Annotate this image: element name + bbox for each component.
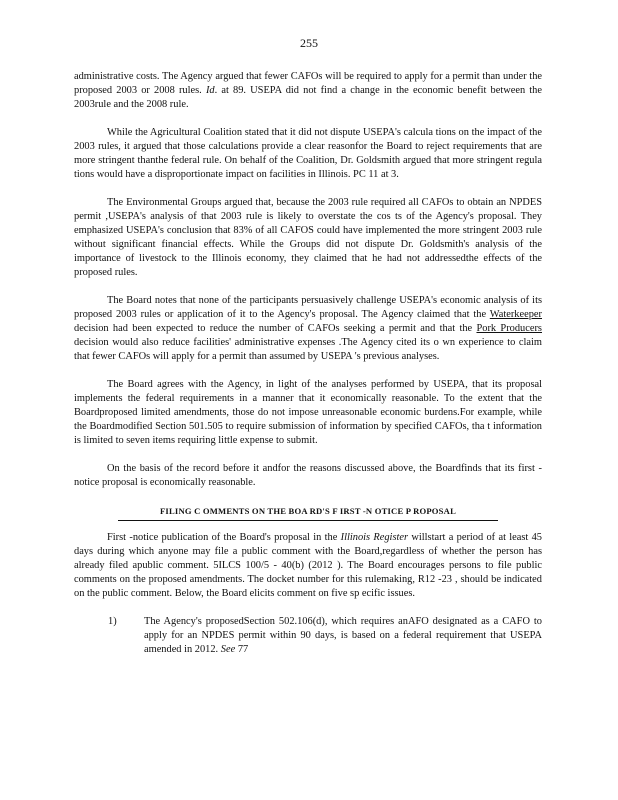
case-waterkeeper: Waterkeeper xyxy=(489,309,542,320)
paragraph-7: First -notice publication of the Board's proposal in the Illinois Register willstart a period of at least 45 days during which anyone may file a public comment with the Board,regardless of whether the person has already filed apublic comment. 5ILCS 100/5 - 40(b) (2012 ). The Board encourages persons to file public comments on the proposed amendments. The docket number for this rulemaking, R12 -23 , should be indicated on the public comment. Below, the Board elicits comment on five sp ecific issues. xyxy=(74,532,542,599)
list-item-1 xyxy=(74,615,542,657)
section-heading: FILING C OMMENTS ON THE BOA RD'S F IRST -N OTICE P ROPOSAL xyxy=(74,504,542,518)
paragraph-4: The Board notes that none of the participants persuasively challenge USEPA's economic analysis of its proposed 2003 rules or application of it to the Agency's proposal. The Agency claimed that the Waterkeeper decision had been expected to reduce the number of CAFOs seeking a permit and that the Pork Producers decision would also reduce facilities' administrative expenses .The Agency cited its o wn experience to claim that fewer CAFOs will apply for a permit than assumed by USEPA 's previous analyses. xyxy=(74,295,542,362)
list-item-text: The Agency's proposedSection 502.106(d), which requires anAFO designated as a CAFO to apply for an NPDES permit within 90 days, is based on a federal requirement that USEPA amended in 2012. See 77 xyxy=(144,616,542,655)
heading-underline xyxy=(118,520,498,521)
citation-id: Id xyxy=(205,85,215,96)
page-number: 255 xyxy=(300,36,318,50)
paragraph-6: On the basis of the record before it andfor the reasons discussed above, the Boardfinds that its first -notice proposal is economically reasonable. xyxy=(74,463,542,488)
page-body xyxy=(74,70,542,657)
list-item-number: 1) xyxy=(108,616,117,627)
paragraph-5: The Board agrees with the Agency, in light of the analyses performed by USEPA, that its proposal implements the federal requirements in a manner that it economically reasonable. To the extent that the Boardproposed limited amendments, those do not impose unreasonable economic burdens.For example, while the Boardmodified Section 501.505 to require submission of information by specified CAFOs, tha t information is limited to seven items requiring little expense to submit. xyxy=(74,379,542,446)
paragraph-1: administrative costs. The Agency argued that fewer CAFOs will be required to apply for a permit than under the proposed 2003 or 2008 rules. Id. at 89. USEPA did not find a change in the economic benefit between the 2003rule and the 2008 rule. xyxy=(74,71,542,110)
case-pork-producers: Pork Producers xyxy=(476,323,542,334)
publication-illinois-register: Illinois Register xyxy=(340,532,409,543)
paragraph-3: The Environmental Groups argued that, because the 2003 rule required all CAFOs to obtain an NPDES permit ,USEPA's analysis of that 2003 rule is likely to overstate the cos ts of the Agency's proposal. They emphasized USEPA's conclusion that 83% of all CAFOS could have implemented the more stringent 2003 rule without significant financial effects. While the Groups did not dispute Dr. Goldsmith's analysis of the importance of livestock to the Illinois economy, they claimed that he had not addressedthe effects of the proposed rules. xyxy=(74,197,542,278)
paragraph-2: While the Agricultural Coalition stated that it did not dispute USEPA's calcula tions on the impact of the 2003 rules, it argued that those calculations provide a clear reasonfor the Board to reject requirements that are more stringent thanthe federal rule. On behalf of the Coalition, Dr. Goldsmith argued that more stringent regula tions would have a disproportionate impact on facilities in Illinois. PC 11 at 3. xyxy=(74,127,542,180)
